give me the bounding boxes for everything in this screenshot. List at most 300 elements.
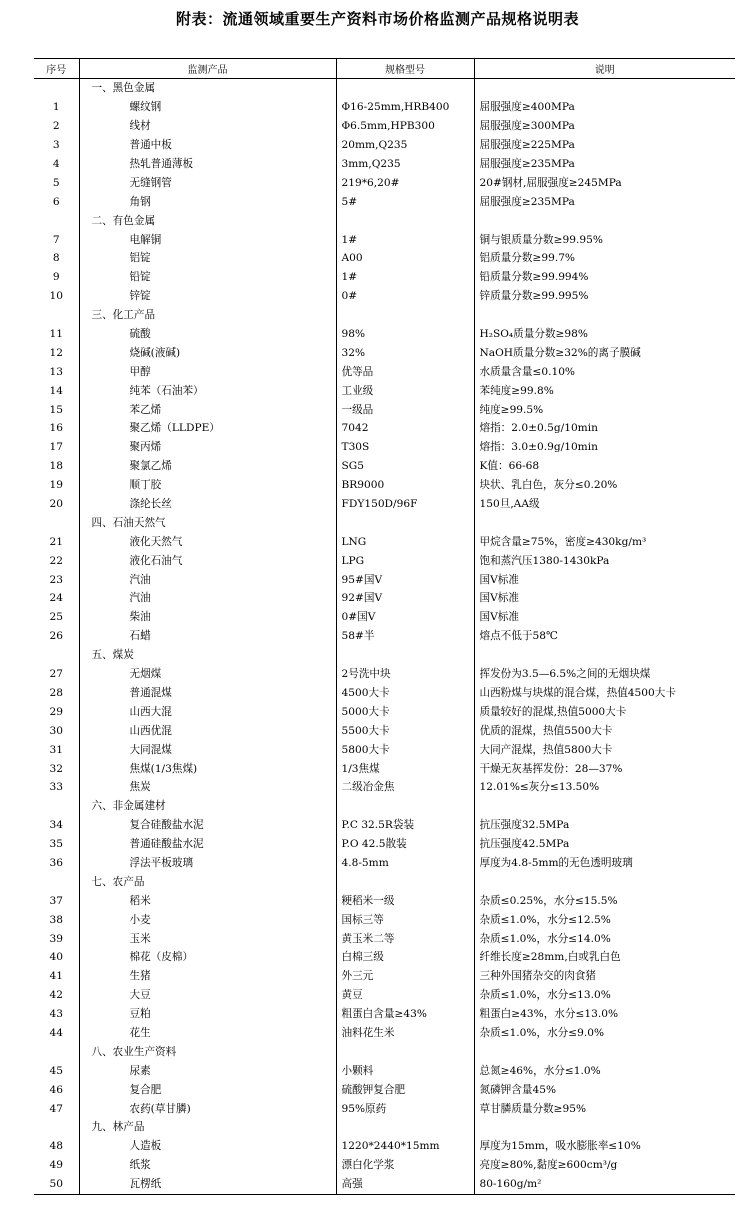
description: 草甘膦质量分数≥95% — [479, 1102, 587, 1115]
table-row — [34, 589, 735, 608]
table-row — [34, 910, 735, 929]
header-description: 说明 — [474, 59, 735, 79]
row-number: 10 — [34, 287, 79, 306]
table-row — [34, 665, 735, 684]
product-name: 螺纹钢 — [79, 98, 336, 117]
spec-value: T30S — [336, 438, 474, 457]
description: 挥发份为3.5—6.5%之间的无烟块煤 — [479, 668, 651, 681]
product-name: 普通混煤 — [79, 684, 336, 703]
product-name: 大同混煤 — [79, 740, 336, 759]
description: K值：66-68 — [479, 460, 540, 473]
product-name: 玉米 — [79, 929, 336, 948]
description: 山西粉煤与块煤的混合煤，热值4500大卡 — [479, 686, 676, 699]
description: 屈服强度≥225MPa — [479, 139, 575, 152]
product-name: 线材 — [79, 117, 336, 136]
description: 150旦,AA级 — [479, 498, 540, 511]
description: 12.01%≤灰分≤13.50% — [479, 781, 600, 794]
table-row — [34, 381, 735, 400]
table-row — [34, 362, 735, 381]
spec-value: P.C 32.5R袋装 — [336, 816, 474, 835]
product-name: 农药(草甘膦) — [79, 1099, 336, 1118]
category-row — [34, 79, 735, 98]
row-number: 23 — [34, 570, 79, 589]
table-row — [34, 929, 735, 948]
category-label: 九、林产品 — [79, 1118, 336, 1137]
spec-value: 白棉三级 — [336, 948, 474, 967]
table-row — [34, 325, 735, 344]
spec-value: 国标三等 — [336, 910, 474, 929]
description: 锌质量分数≥99.995% — [479, 290, 589, 303]
row-number: 17 — [34, 438, 79, 457]
row-number: 49 — [34, 1156, 79, 1175]
spec-value — [336, 79, 474, 98]
table-row — [34, 702, 735, 721]
row-number: 15 — [34, 400, 79, 419]
description: 大同产混煤，热值5800大卡 — [479, 743, 613, 756]
description — [474, 1042, 735, 1061]
product-name: 瓦楞纸 — [79, 1175, 336, 1194]
spec-value: 20mm,Q235 — [336, 136, 474, 155]
row-number: 9 — [34, 268, 79, 287]
table-row — [34, 155, 735, 174]
row-number: 16 — [34, 419, 79, 438]
product-name: 棉花（皮棉） — [79, 948, 336, 967]
table-row — [34, 249, 735, 268]
table-body — [34, 79, 735, 1195]
row-number: 39 — [34, 929, 79, 948]
spec-value: 7042 — [336, 419, 474, 438]
spec-value — [336, 797, 474, 816]
header-product: 监测产品 — [79, 59, 336, 79]
spec-value: 32% — [336, 343, 474, 362]
description: 甲烷含量≥75%，密度≥430kg/m³ — [479, 535, 647, 548]
product-name: 人造板 — [79, 1137, 336, 1156]
description — [474, 306, 735, 325]
table-row — [34, 1080, 735, 1099]
row-number: 32 — [34, 759, 79, 778]
table-row — [34, 438, 735, 457]
table-row — [34, 835, 735, 854]
description: 屈服强度≥235MPa — [479, 158, 575, 170]
description: 铝质量分数≥99.7% — [479, 252, 575, 265]
description: 纯度≥99.5% — [479, 403, 544, 416]
description: 三种外国猪杂交的肉食猪 — [479, 970, 597, 983]
product-name: 无缝钢管 — [79, 173, 336, 192]
spec-value: 1220*2440*15mm — [336, 1137, 474, 1156]
product-name: 汽油 — [79, 589, 336, 608]
row-number: 19 — [34, 476, 79, 495]
row-number: 5 — [34, 173, 79, 192]
row-number: 40 — [34, 948, 79, 967]
table-row — [34, 891, 735, 910]
row-number: 43 — [34, 1005, 79, 1024]
table-row — [34, 1061, 735, 1080]
product-name: 尿素 — [79, 1061, 336, 1080]
description: 厚度为15mm，吸水膨胀率≤10% — [479, 1140, 641, 1153]
description — [474, 797, 735, 816]
table-row — [34, 268, 735, 287]
category-label: 七、农产品 — [79, 872, 336, 891]
spec-value: 1# — [336, 268, 474, 287]
row-number: 3 — [34, 136, 79, 155]
row-number: 28 — [34, 684, 79, 703]
description: 铅质量分数≥99.994% — [479, 271, 589, 284]
spec-value: 98% — [336, 325, 474, 344]
table-row — [34, 1024, 735, 1043]
table-row — [34, 287, 735, 306]
table-row — [34, 457, 735, 476]
row-number: 47 — [34, 1099, 79, 1118]
row-number: 46 — [34, 1080, 79, 1099]
spec-value: LNG — [336, 532, 474, 551]
spec-value: 0#国Ⅴ — [336, 608, 474, 627]
description: 熔指：3.0±0.9g/10min — [479, 441, 598, 454]
description: 饱和蒸汽压1380-1430kPa — [479, 554, 610, 567]
spec-value: Φ6.5mm,HPB300 — [336, 117, 474, 136]
product-name: 铅锭 — [79, 268, 336, 287]
description: 块状、乳白色，灰分≤0.20% — [479, 479, 618, 492]
product-name: 液化天然气 — [79, 532, 336, 551]
product-name: 硫酸 — [79, 325, 336, 344]
product-name: 山西优混 — [79, 721, 336, 740]
product-name: 普通硅酸盐水泥 — [79, 835, 336, 854]
description: 质量较好的混煤,热值5000大卡 — [479, 705, 627, 718]
spec-value: Φ16-25mm,HRB400 — [336, 98, 474, 117]
product-name: 小麦 — [79, 910, 336, 929]
spec-value: 219*6,20# — [336, 173, 474, 192]
row-number — [34, 79, 79, 98]
description: NaOH质量分数≥32%的离子膜碱 — [479, 346, 641, 359]
product-name: 石蜡 — [79, 627, 336, 646]
spec-value: A00 — [336, 249, 474, 268]
category-row — [34, 211, 735, 230]
product-name: 复合硅酸盐水泥 — [79, 816, 336, 835]
spec-value: 2号洗中块 — [336, 665, 474, 684]
table-row — [34, 986, 735, 1005]
product-name: 顺丁胶 — [79, 476, 336, 495]
table-row — [34, 1005, 735, 1024]
description — [474, 211, 735, 230]
description: 厚度为4.8-5mm的无色透明玻璃 — [479, 856, 633, 869]
row-number: 50 — [34, 1175, 79, 1194]
row-number: 34 — [34, 816, 79, 835]
product-name: 聚丙烯 — [79, 438, 336, 457]
category-row — [34, 797, 735, 816]
spec-value: 4.8-5mm — [336, 854, 474, 873]
row-number: 13 — [34, 362, 79, 381]
spec-value: LPG — [336, 551, 474, 570]
row-number — [34, 513, 79, 532]
table-header-row — [34, 59, 735, 79]
table-row — [34, 1156, 735, 1175]
product-name: 烧碱(液碱) — [79, 343, 336, 362]
table-row — [34, 570, 735, 589]
row-number: 38 — [34, 910, 79, 929]
spec-value: 硫酸钾复合肥 — [336, 1080, 474, 1099]
table-row — [34, 816, 735, 835]
row-number: 44 — [34, 1024, 79, 1043]
row-number: 2 — [34, 117, 79, 136]
spec-value — [336, 646, 474, 665]
description: 纤维长度≥28mm,白或乳白色 — [479, 951, 621, 964]
row-number — [34, 1042, 79, 1061]
product-name: 普通中板 — [79, 136, 336, 155]
product-name: 涤纶长丝 — [79, 495, 336, 514]
spec-value: SG5 — [336, 457, 474, 476]
spec-value: 粗蛋白含量≥43% — [336, 1005, 474, 1024]
spec-value: 外三元 — [336, 967, 474, 986]
table-row — [34, 476, 735, 495]
row-number: 7 — [34, 230, 79, 249]
category-label: 八、农业生产资料 — [79, 1042, 336, 1061]
spec-value — [336, 1118, 474, 1137]
table-row — [34, 343, 735, 362]
table-row — [34, 230, 735, 249]
spec-value: 5000大卡 — [336, 702, 474, 721]
table-row — [34, 532, 735, 551]
category-label: 五、煤炭 — [79, 646, 336, 665]
description: 屈服强度≥300MPa — [479, 120, 575, 133]
product-name: 纯苯（石油苯） — [79, 381, 336, 400]
row-number — [34, 211, 79, 230]
spec-value: 1# — [336, 230, 474, 249]
row-number — [34, 646, 79, 665]
category-row — [34, 646, 735, 665]
table-row — [34, 117, 735, 136]
row-number: 27 — [34, 665, 79, 684]
spec-value: 3mm,Q235 — [336, 155, 474, 174]
row-number: 48 — [34, 1137, 79, 1156]
table-row — [34, 400, 735, 419]
product-name: 焦煤(1/3焦煤) — [79, 759, 336, 778]
table-row — [34, 608, 735, 627]
table-row — [34, 98, 735, 117]
description: 屈服强度≥235MPa — [479, 195, 575, 208]
category-row — [34, 513, 735, 532]
spec-value: 1/3焦煤 — [336, 759, 474, 778]
row-number — [34, 797, 79, 816]
table-row — [34, 740, 735, 759]
product-name: 焦炭 — [79, 778, 336, 797]
header-number: 序号 — [34, 59, 79, 79]
spec-value: 95#国Ⅴ — [336, 570, 474, 589]
row-number: 14 — [34, 381, 79, 400]
description: 干燥无灰基挥发份：28—37% — [479, 762, 623, 775]
description: 抗压强度42.5MPa — [479, 838, 570, 851]
table-row — [34, 419, 735, 438]
description: 杂质≤1.0%，水分≤13.0% — [479, 989, 611, 1002]
spec-value: 5800大卡 — [336, 740, 474, 759]
description: 苯纯度≥99.8% — [479, 384, 554, 397]
product-name: 复合肥 — [79, 1080, 336, 1099]
description: 国Ⅴ标准 — [479, 573, 519, 586]
description: 熔指：2.0±0.5g/10min — [479, 422, 598, 435]
row-number: 35 — [34, 835, 79, 854]
row-number: 4 — [34, 155, 79, 174]
row-number — [34, 306, 79, 325]
row-number: 30 — [34, 721, 79, 740]
row-number: 21 — [34, 532, 79, 551]
description: 80-160g/m² — [474, 1175, 735, 1194]
spec-value — [336, 306, 474, 325]
product-name: 花生 — [79, 1024, 336, 1043]
row-number: 36 — [34, 854, 79, 873]
description — [474, 79, 735, 98]
table-row — [34, 684, 735, 703]
description: 水质量含量≤0.10% — [479, 365, 575, 378]
header-spec: 规格型号 — [336, 59, 474, 79]
spec-value: 92#国Ⅴ — [336, 589, 474, 608]
spec-value: 95%原药 — [336, 1099, 474, 1118]
description: H₂SO₄质量分数≥98% — [479, 328, 588, 341]
description: 粗蛋白≥43%，水分≤13.0% — [479, 1008, 619, 1021]
table-row — [34, 721, 735, 740]
table-row — [34, 854, 735, 873]
spec-value: 58#半 — [336, 627, 474, 646]
category-row — [34, 1042, 735, 1061]
description — [474, 646, 735, 665]
table-row — [34, 1099, 735, 1118]
description: 杂质≤1.0%，水分≤9.0% — [479, 1026, 605, 1039]
product-name: 汽油 — [79, 570, 336, 589]
description: 铜与银质量分数≥99.95% — [479, 233, 603, 246]
row-number — [34, 872, 79, 891]
spec-value: BR9000 — [336, 476, 474, 495]
row-number: 37 — [34, 891, 79, 910]
category-row — [34, 306, 735, 325]
description — [474, 872, 735, 891]
product-name: 电解铜 — [79, 230, 336, 249]
product-name: 稻米 — [79, 891, 336, 910]
spec-value — [336, 211, 474, 230]
spec-value: 黄玉米二等 — [336, 929, 474, 948]
product-name: 柴油 — [79, 608, 336, 627]
table-row — [34, 136, 735, 155]
row-number: 8 — [34, 249, 79, 268]
spec-value: FDY150D/96F — [336, 495, 474, 514]
row-number: 24 — [34, 589, 79, 608]
table-row — [34, 759, 735, 778]
table-row — [34, 967, 735, 986]
product-name: 山西大混 — [79, 702, 336, 721]
product-name: 纸浆 — [79, 1156, 336, 1175]
description: 杂质≤1.0%，水分≤12.5% — [479, 913, 611, 926]
description — [474, 1118, 735, 1137]
spec-value: 工业级 — [336, 381, 474, 400]
product-name: 角钢 — [79, 192, 336, 211]
description: 氮磷钾含量45% — [479, 1083, 557, 1096]
category-label: 一、黑色金属 — [79, 79, 336, 98]
product-name: 苯乙烯 — [79, 400, 336, 419]
row-number: 22 — [34, 551, 79, 570]
spec-value: P.O 42.5散装 — [336, 835, 474, 854]
product-name: 聚氯乙烯 — [79, 457, 336, 476]
table-row — [34, 778, 735, 797]
product-name: 大豆 — [79, 986, 336, 1005]
table-row — [34, 192, 735, 211]
spec-value: 小颗料 — [336, 1061, 474, 1080]
spec-value: 4500大卡 — [336, 684, 474, 703]
description: 20#钢材,屈服强度≥245MPa — [479, 176, 622, 189]
category-label: 四、石油天然气 — [79, 513, 336, 532]
spec-value: 油料花生米 — [336, 1024, 474, 1043]
category-label: 二、有色金属 — [79, 211, 336, 230]
table-row — [34, 551, 735, 570]
spec-value — [336, 1042, 474, 1061]
table-row — [34, 1137, 735, 1156]
description: 总氮≥46%，水分≤1.0% — [479, 1064, 601, 1077]
row-number: 41 — [34, 967, 79, 986]
product-name: 浮法平板玻璃 — [79, 854, 336, 873]
spec-table — [34, 58, 735, 1195]
category-row — [34, 872, 735, 891]
row-number: 12 — [34, 343, 79, 362]
spec-value: 5500大卡 — [336, 721, 474, 740]
row-number: 31 — [34, 740, 79, 759]
product-name: 豆粕 — [79, 1005, 336, 1024]
product-name: 锌锭 — [79, 287, 336, 306]
row-number — [34, 1118, 79, 1137]
description: 国Ⅴ标准 — [479, 611, 519, 624]
spec-value: 黄豆 — [336, 986, 474, 1005]
spec-value: 粳稻米一级 — [336, 891, 474, 910]
spec-value: 二级冶金焦 — [336, 778, 474, 797]
spec-value: 优等品 — [336, 362, 474, 381]
category-label: 六、非金属建材 — [79, 797, 336, 816]
row-number: 29 — [34, 702, 79, 721]
product-name: 热轧普通薄板 — [79, 155, 336, 174]
product-name: 生猪 — [79, 967, 336, 986]
spec-value — [336, 513, 474, 532]
spec-value: 5# — [336, 192, 474, 211]
spec-value: 高强 — [336, 1175, 474, 1194]
product-name: 甲醇 — [79, 362, 336, 381]
category-label: 三、化工产品 — [79, 306, 336, 325]
document-title: 附表：流通领域重要生产资料市场价格监测产品规格说明表 — [175, 10, 579, 28]
row-number: 26 — [34, 627, 79, 646]
description: 抗压强度32.5MPa — [479, 819, 570, 832]
row-number: 11 — [34, 325, 79, 344]
row-number: 25 — [34, 608, 79, 627]
product-name: 无烟煤 — [79, 665, 336, 684]
row-number: 6 — [34, 192, 79, 211]
description — [474, 513, 735, 532]
product-name: 液化石油气 — [79, 551, 336, 570]
description: 亮度≥80%,黏度≥600cm³/g — [479, 1159, 618, 1172]
description: 国Ⅴ标准 — [479, 592, 519, 605]
table-row — [34, 173, 735, 192]
table-row — [34, 1175, 735, 1194]
description: 优质的混煤，热值5500大卡 — [479, 724, 613, 737]
spec-value: 漂白化学浆 — [336, 1156, 474, 1175]
description: 熔点不低于58℃ — [479, 630, 558, 643]
row-number: 42 — [34, 986, 79, 1005]
row-number: 18 — [34, 457, 79, 476]
product-name: 铝锭 — [79, 249, 336, 268]
table-row — [34, 627, 735, 646]
row-number: 45 — [34, 1061, 79, 1080]
row-number: 20 — [34, 495, 79, 514]
category-row — [34, 1118, 735, 1137]
description: 杂质≤0.25%，水分≤15.5% — [479, 894, 618, 907]
spec-value: 0# — [336, 287, 474, 306]
product-name: 聚乙烯（LLDPE） — [79, 419, 336, 438]
row-number: 1 — [34, 98, 79, 117]
spec-value: 一级品 — [336, 400, 474, 419]
description: 杂质≤1.0%，水分≤14.0% — [479, 932, 611, 945]
table-row — [34, 948, 735, 967]
spec-value — [336, 872, 474, 891]
